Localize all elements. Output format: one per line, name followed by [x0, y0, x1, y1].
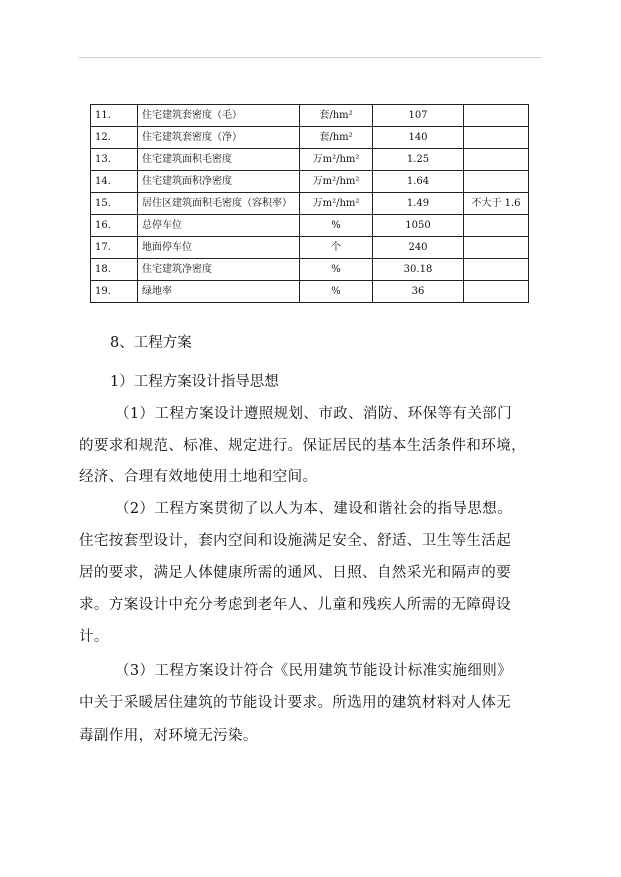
- metric-name: 住宅建筑净密度: [138, 259, 300, 281]
- table-row: [91, 149, 529, 171]
- metric-unit: %: [300, 215, 373, 237]
- table-row: [91, 105, 529, 127]
- row-number: 14.: [91, 171, 138, 193]
- metric-value: 140: [373, 127, 464, 149]
- metric-value: 107: [373, 105, 464, 127]
- metric-note: [464, 281, 529, 303]
- metric-note: [464, 127, 529, 149]
- metric-value: 1050: [373, 215, 464, 237]
- paragraph-1-line-1: （1）工程方案设计遵照规划、市政、消防、环保等有关部门: [115, 406, 513, 422]
- paragraph-1-line-2: 的要求和规范、标准、规定进行。保证居民的基本生活条件和环境，: [79, 438, 526, 454]
- metric-value: 1.49: [373, 193, 464, 215]
- row-number: 16.: [91, 215, 138, 237]
- paragraph-3-line-2: 中关于采暖居住建筑的节能设计要求。所选用的建筑材料对人体无: [79, 695, 512, 711]
- metric-name: 住宅建筑面积毛密度: [138, 149, 300, 171]
- metric-value: 36: [373, 281, 464, 303]
- table-row: [91, 281, 529, 303]
- paragraph-1-line-3: 经济、合理有效地使用土地和空间。: [79, 469, 318, 485]
- paragraph-2-line-5: 计。: [79, 629, 109, 645]
- metric-unit: 万m²/hm²: [300, 149, 373, 171]
- metric-unit: 万m²/hm²: [300, 193, 373, 215]
- paragraph-2-line-1: （2）工程方案贯彻了以人为本、建设和谐社会的指导思想。: [115, 501, 513, 517]
- row-number: 11.: [91, 105, 138, 127]
- metric-value: 240: [373, 237, 464, 259]
- metric-unit: 万m²/hm²: [300, 171, 373, 193]
- metric-note: [464, 149, 529, 171]
- metric-name: 居住区建筑面积毛密度（容积率）: [138, 193, 300, 215]
- metric-unit: %: [300, 281, 373, 303]
- table-row: [91, 237, 529, 259]
- metric-unit: 套/hm²: [300, 105, 373, 127]
- metric-note: [464, 237, 529, 259]
- paragraph-3-line-1: （3）工程方案设计符合《民用建筑节能设计标准实施细则》: [115, 663, 513, 679]
- metric-note: 不大于 1.6: [464, 193, 529, 215]
- row-number: 18.: [91, 259, 138, 281]
- paragraph-2-line-4: 求。方案设计中充分考虑到老年人、儿童和残疾人所需的无障碍设: [79, 597, 512, 613]
- metric-note: [464, 171, 529, 193]
- header-rule: [79, 57, 542, 58]
- row-number: 12.: [91, 127, 138, 149]
- metric-note: [464, 215, 529, 237]
- metric-name: 住宅建筑套密度（毛）: [138, 105, 300, 127]
- metrics-table-body: [91, 105, 529, 303]
- table-row: [91, 193, 529, 215]
- metric-note: [464, 259, 529, 281]
- metric-unit: 个: [300, 237, 373, 259]
- row-number: 19.: [91, 281, 138, 303]
- metric-unit: %: [300, 259, 373, 281]
- metric-unit: 套/hm²: [300, 127, 373, 149]
- paragraph-3-line-3: 毒副作用，对环境无污染。: [79, 728, 258, 744]
- section-heading: 8、工程方案: [110, 335, 192, 351]
- row-number: 15.: [91, 193, 138, 215]
- metric-name: 总停车位: [138, 215, 300, 237]
- table-row: [91, 215, 529, 237]
- metric-value: 1.64: [373, 171, 464, 193]
- metrics-table: [90, 104, 529, 303]
- table-row: [91, 127, 529, 149]
- metric-value: 30.18: [373, 259, 464, 281]
- paragraph-2-line-3: 居的要求，满足人体健康所需的通风、日照、自然采光和隔声的要: [79, 565, 512, 581]
- table-row: [91, 259, 529, 281]
- metric-name: 绿地率: [138, 281, 300, 303]
- section-subheading: 1）工程方案设计指导思想: [110, 374, 279, 390]
- row-number: 13.: [91, 149, 138, 171]
- metric-name: 住宅建筑套密度（净）: [138, 127, 300, 149]
- metric-name: 住宅建筑面积净密度: [138, 171, 300, 193]
- metric-note: [464, 105, 529, 127]
- table-row: [91, 171, 529, 193]
- row-number: 17.: [91, 237, 138, 259]
- metric-name: 地面停车位: [138, 237, 300, 259]
- paragraph-2-line-2: 住宅按套型设计，套内空间和设施满足安全、舒适、卫生等生活起: [79, 533, 512, 549]
- metric-value: 1.25: [373, 149, 464, 171]
